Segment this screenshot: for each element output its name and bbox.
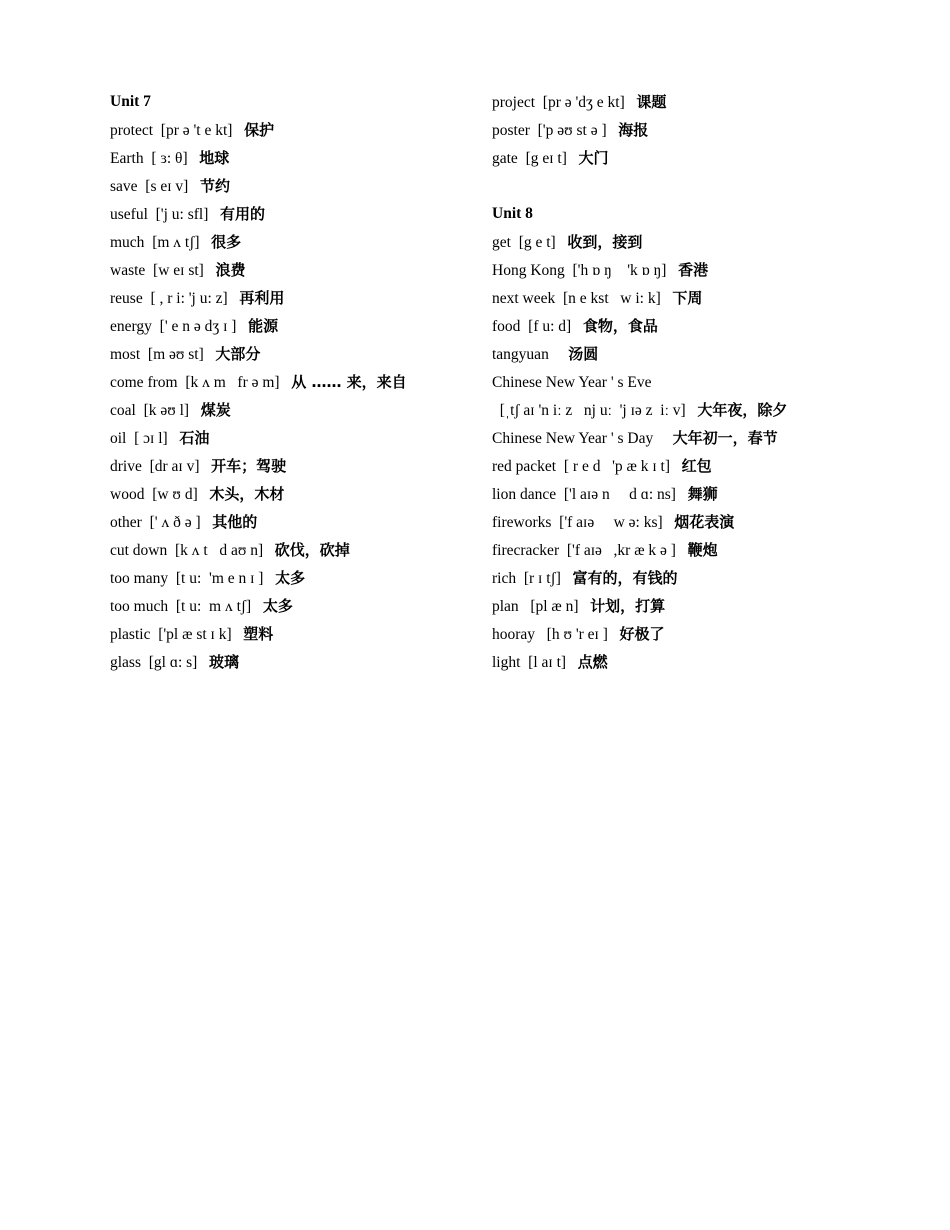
- vocab-entry: [492, 648, 912, 676]
- vocab-entry: [110, 172, 530, 200]
- vocab-meaning: 能源: [248, 317, 279, 335]
- vocab-meaning: 节约: [199, 177, 230, 195]
- vocab-phonetic: [n e kst w i: k]: [563, 290, 661, 307]
- vocab-word: waste: [110, 262, 146, 279]
- vocab-word: wood: [110, 486, 145, 503]
- vocab-word: come from: [110, 374, 178, 391]
- vocab-meaning: 砍伐，砍掉: [274, 541, 350, 559]
- vocab-meaning: 富有的，有钱的: [572, 569, 678, 587]
- vocab-word: tangyuan: [492, 346, 549, 363]
- unit-7-word-list: [110, 116, 530, 676]
- vocab-word: food: [492, 318, 521, 335]
- vocab-meaning: 汤圆: [568, 345, 599, 363]
- vocab-phonetic: [ ɜ: θ]: [151, 150, 188, 167]
- vocab-entry: [110, 312, 530, 340]
- vocab-meaning: 大年初一，春节: [672, 429, 778, 447]
- vocab-entry: [110, 368, 530, 396]
- vocab-meaning: 计划，打算: [590, 597, 666, 615]
- vocab-phonetic: [r ɪ tʃ]: [523, 570, 561, 587]
- vocab-entry: [492, 368, 912, 396]
- vocab-word: oil: [110, 430, 127, 447]
- vocab-phonetic: [ˌtʃ aɪ 'n iː z nj uː 'j ɪə z iː v]: [499, 402, 686, 419]
- vocab-meaning: 煤炭: [200, 401, 231, 419]
- vocab-phonetic: [ , r i: 'j u: z]: [150, 290, 228, 307]
- vocab-meaning: 开车；驾驶: [211, 457, 287, 475]
- vocab-phonetic: ['l aɪə n d ɑ: ns]: [563, 486, 676, 503]
- vocab-word: Chinese New Year ' s Day: [492, 430, 654, 447]
- vocab-word: useful: [110, 206, 148, 223]
- vocab-phonetic: ['j u: sfl]: [155, 206, 209, 223]
- vocab-meaning: 太多: [262, 597, 293, 615]
- vocab-word: Chinese New Year ' s Eve: [492, 374, 652, 391]
- vocab-word: project: [492, 94, 536, 111]
- vocab-meaning: 保护: [244, 121, 275, 139]
- vocab-phonetic: [s eɪ v]: [145, 178, 189, 195]
- vocab-phonetic: [w eɪ st]: [153, 262, 204, 279]
- vocab-word: poster: [492, 122, 530, 139]
- vocab-phonetic: [g e t]: [518, 234, 556, 251]
- vocab-meaning: 课题: [636, 93, 667, 111]
- vocab-meaning: 浪费: [215, 261, 246, 279]
- unit-8-word-list: [492, 228, 912, 676]
- vocab-phonetic: [m ʌ tʃ]: [152, 234, 200, 251]
- vocab-word: much: [110, 234, 145, 251]
- vocab-phonetic: [k əʊ l]: [143, 402, 190, 419]
- vocab-phonetic: [k ʌ m fr ə m]: [185, 374, 280, 391]
- vocab-word: too much: [110, 598, 169, 615]
- vocab-entry: [492, 228, 912, 256]
- vocab-word: Hong Kong: [492, 262, 565, 279]
- vocab-meaning: 其他的: [212, 513, 258, 531]
- vocab-phonetic: [pl æ n]: [526, 598, 579, 615]
- vocab-entry: [492, 144, 912, 172]
- vocab-word: save: [110, 178, 138, 195]
- vocab-word: get: [492, 234, 511, 251]
- vocab-word: lion dance: [492, 486, 557, 503]
- vocab-phonetic: [m əʊ st]: [147, 346, 204, 363]
- vocab-entry: [492, 340, 912, 368]
- vocab-word: fireworks: [492, 514, 552, 531]
- vocab-meaning: 大部分: [215, 345, 261, 363]
- vocab-meaning: 很多: [211, 233, 242, 251]
- vocab-entry: [492, 424, 912, 452]
- vocab-phonetic: ['h ɒ ŋ 'k ɒ ŋ]: [572, 262, 667, 279]
- vocab-meaning: 大门: [578, 149, 609, 167]
- vocab-phonetic: [l aɪ t]: [528, 654, 567, 671]
- vocab-word: light: [492, 654, 521, 671]
- vocab-meaning: 收到，接到: [567, 233, 643, 251]
- vocab-entry: [492, 116, 912, 144]
- vocab-entry: [492, 284, 912, 312]
- vocab-phonetic: [t u: 'm e n ɪ ]: [175, 570, 264, 587]
- vocab-phonetic: [h ʊ 'r eɪ ]: [542, 626, 608, 643]
- vocab-entry: [110, 256, 530, 284]
- vocab-entry: [110, 228, 530, 256]
- vocab-phonetic: [' e n ə dʒ ɪ ]: [159, 318, 237, 335]
- vocab-phonetic: [ ɔɪ l]: [134, 430, 168, 447]
- vocab-meaning: 鞭炮: [687, 541, 718, 559]
- vocab-entry: [110, 200, 530, 228]
- vocab-phonetic: ['f aɪə w ə: ks]: [559, 514, 663, 531]
- vocab-phonetic: ['pl æ st ɪ k]: [158, 626, 232, 643]
- vocab-word: hooray: [492, 626, 536, 643]
- vocab-meaning: 有用的: [220, 205, 266, 223]
- vocab-entry: [110, 424, 530, 452]
- vocab-phonetic: [t u: m ʌ tʃ]: [175, 598, 252, 615]
- vocab-meaning: 太多: [275, 569, 306, 587]
- vocab-meaning: 烟花表演: [674, 513, 735, 531]
- vocab-meaning: 玻璃: [208, 653, 239, 671]
- vocab-entry: [110, 480, 530, 508]
- vocab-entry: [110, 620, 530, 648]
- vocab-meaning: 再利用: [239, 289, 285, 307]
- vocab-phonetic: [g eɪ t]: [525, 150, 567, 167]
- vocab-entry: [492, 592, 912, 620]
- vocab-meaning: 好极了: [619, 625, 665, 643]
- vocab-word: plastic: [110, 626, 151, 643]
- vocab-entry: [492, 480, 912, 508]
- vocab-entry: [110, 144, 530, 172]
- vocab-meaning: 香港: [678, 261, 709, 279]
- vocab-entry: [492, 452, 912, 480]
- vocab-word: other: [110, 514, 142, 531]
- left-column: [110, 88, 530, 676]
- vocab-meaning: 海报: [618, 121, 649, 139]
- vocab-entry: [110, 536, 530, 564]
- vocab-entry: [110, 508, 530, 536]
- vocab-phonetic: [pr ə 't e kt]: [160, 122, 233, 139]
- vocab-meaning: 木头，木材: [209, 485, 285, 503]
- vocab-entry: [110, 396, 530, 424]
- vocab-meaning: 下周: [672, 289, 703, 307]
- vocab-meaning: 塑料: [243, 625, 274, 643]
- vocab-entry: [110, 648, 530, 676]
- vocab-phonetic: ['f aɪə ,kr æ k ə ]: [566, 542, 676, 559]
- vocab-entry: [492, 88, 912, 116]
- vocab-entry: [110, 284, 530, 312]
- vocab-entry: [492, 564, 912, 592]
- vocab-phonetic: ['p əʊ st ə ]: [537, 122, 607, 139]
- vocab-word: Earth: [110, 150, 144, 167]
- vocab-word: too many: [110, 570, 169, 587]
- vocab-phonetic: [pr ə 'dʒ e kt]: [542, 94, 625, 111]
- vocab-word: next week: [492, 290, 556, 307]
- unit-8-title: Unit 8: [492, 205, 533, 222]
- vocab-word: coal: [110, 402, 136, 419]
- vocab-meaning: 地球: [199, 149, 230, 167]
- vocab-entry: [492, 620, 912, 648]
- vocab-entry: [110, 452, 530, 480]
- vocab-phonetic: [dr aɪ v]: [149, 458, 200, 475]
- vocab-entry: [492, 312, 912, 340]
- vocab-word: glass: [110, 654, 141, 671]
- vocab-entry: [492, 396, 912, 424]
- vocab-word: protect: [110, 122, 154, 139]
- vocab-entry: [492, 536, 912, 564]
- vocab-phonetic: [ r e d 'p æ k ɪ t]: [563, 458, 670, 475]
- unit-gap: [492, 172, 912, 200]
- vocab-meaning: 红包: [681, 457, 712, 475]
- vocab-phonetic: [w ʊ d]: [152, 486, 198, 503]
- vocab-word: cut down: [110, 542, 168, 559]
- vocab-entry: [110, 592, 530, 620]
- vocab-entry: [110, 564, 530, 592]
- vocab-word: most: [110, 346, 141, 363]
- vocab-word: energy: [110, 318, 152, 335]
- vocab-entry: [110, 116, 530, 144]
- vocab-phonetic: [f u: d]: [528, 318, 572, 335]
- vocab-word: firecracker: [492, 542, 560, 559]
- vocab-phonetic: [gl ɑ: s]: [148, 654, 198, 671]
- vocab-meaning: 舞狮: [687, 485, 718, 503]
- vocab-word: drive: [110, 458, 142, 475]
- vocab-entry: [492, 508, 912, 536]
- vocab-word: reuse: [110, 290, 143, 307]
- vocab-word: plan: [492, 598, 519, 615]
- right-column: [492, 88, 912, 676]
- vocab-entry: [110, 340, 530, 368]
- vocab-word: gate: [492, 150, 518, 167]
- vocab-word: rich: [492, 570, 517, 587]
- vocab-meaning: 点燃: [577, 653, 608, 671]
- vocab-word: red packet: [492, 458, 557, 475]
- unit-7-continued-word-list: [492, 88, 912, 172]
- unit-7-title: Unit 7: [110, 93, 151, 110]
- vocab-meaning: 从 …… 来，来自: [291, 373, 407, 391]
- vocab-phonetic: [' ʌ ð ə ]: [149, 514, 201, 531]
- vocab-phonetic: [k ʌ t d aʊ n]: [175, 542, 264, 559]
- vocab-entry: [492, 256, 912, 284]
- vocab-meaning: 大年夜，除夕: [697, 401, 788, 419]
- vocab-meaning: 食物，食品: [582, 317, 658, 335]
- vocab-meaning: 石油: [179, 429, 210, 447]
